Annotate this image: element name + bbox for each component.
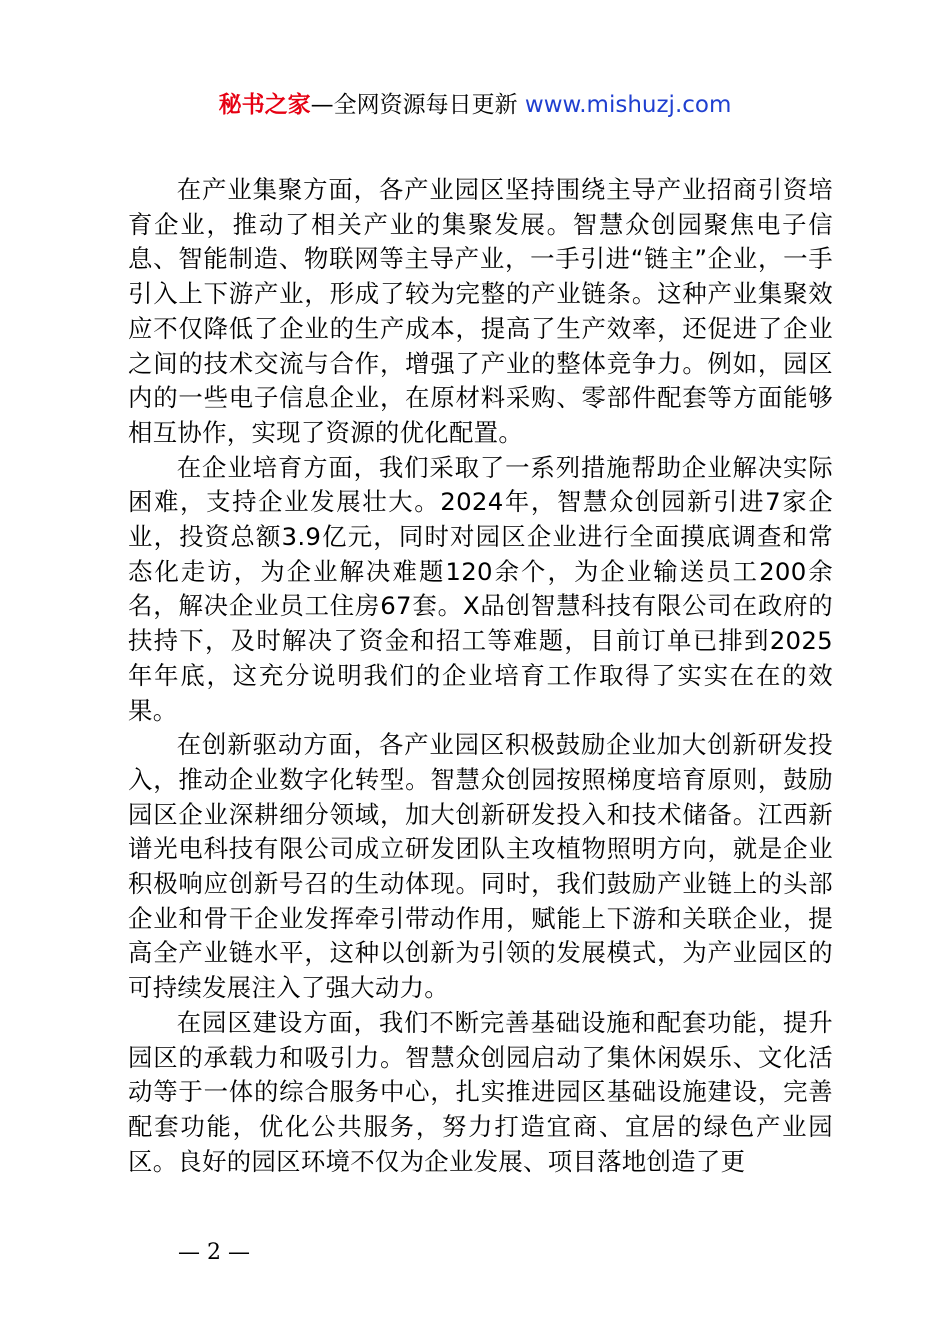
page-number: — 2 —	[178, 1240, 250, 1265]
site-url-link[interactable]: www.mishuzj.com	[524, 92, 732, 118]
paragraph-enterprise-cultivation: 在企业培育方面，我们采取了一系列措施帮助企业解决实际困难，支持企业发展壮大。2024年，智慧众创园新引进7家企业，投资总额3.9亿元，同时对园区企业进行全面摸底调查和常态化走访，为企业解决难题120余个，为企业输送员工200余名，解决企业员工住房67套。X品创智慧科技有限公司在政府的扶持下，及时解决了资金和招工等难题，目前订单已排到2025年年底，这充分说明我们的企业培育工作取得了实实在在的效果。	[128, 452, 833, 725]
document-body	[128, 173, 833, 1179]
paragraph-park-construction: 在园区建设方面，我们不断完善基础设施和配套功能，提升园区的承载力和吸引力。智慧众创园启动了集休闲娱乐、文化活动等于一体的综合服务中心，扎实推进园区基础设施建设，完善配套功能，优化公共服务，努力打造宜商、宜居的绿色产业园区。良好的园区环境不仅为企业发展、项目落地创造了更	[128, 1007, 833, 1176]
header-tagline: —全网资源每日更新	[310, 92, 525, 118]
brand-name: 秘书之家	[218, 92, 311, 118]
site-header	[0, 88, 950, 122]
paragraph-innovation-driven: 在创新驱动方面，各产业园区积极鼓励企业加大创新研发投入，推动企业数字化转型。智慧众创园按照梯度培育原则，鼓励园区企业深耕细分领域，加大创新研发投入和技术储备。江西新谱光电科技有限公司成立研发团队主攻植物照明方向，就是企业积极响应创新号召的生动体现。同时，我们鼓励产业链上的头部企业和骨干企业发挥牵引带动作用，赋能上下游和关联企业，提高全产业链水平，这种以创新为引领的发展模式，为产业园区的可持续发展注入了强大动力。	[128, 730, 833, 1003]
paragraph-industry-cluster: 在产业集聚方面，各产业园区坚持围绕主导产业招商引资培育企业，推动了相关产业的集聚发展。智慧众创园聚焦电子信息、智能制造、物联网等主导产业，一手引进“链主”企业，一手引入上下游产业，形成了较为完整的产业链条。这种产业集聚效应不仅降低了企业的生产成本，提高了生产效率，还促进了企业之间的技术交流与合作，增强了产业的整体竞争力。例如，园区内的一些电子信息企业，在原材料采购、零部件配套等方面能够相互协作，实现了资源的优化配置。	[128, 175, 833, 447]
